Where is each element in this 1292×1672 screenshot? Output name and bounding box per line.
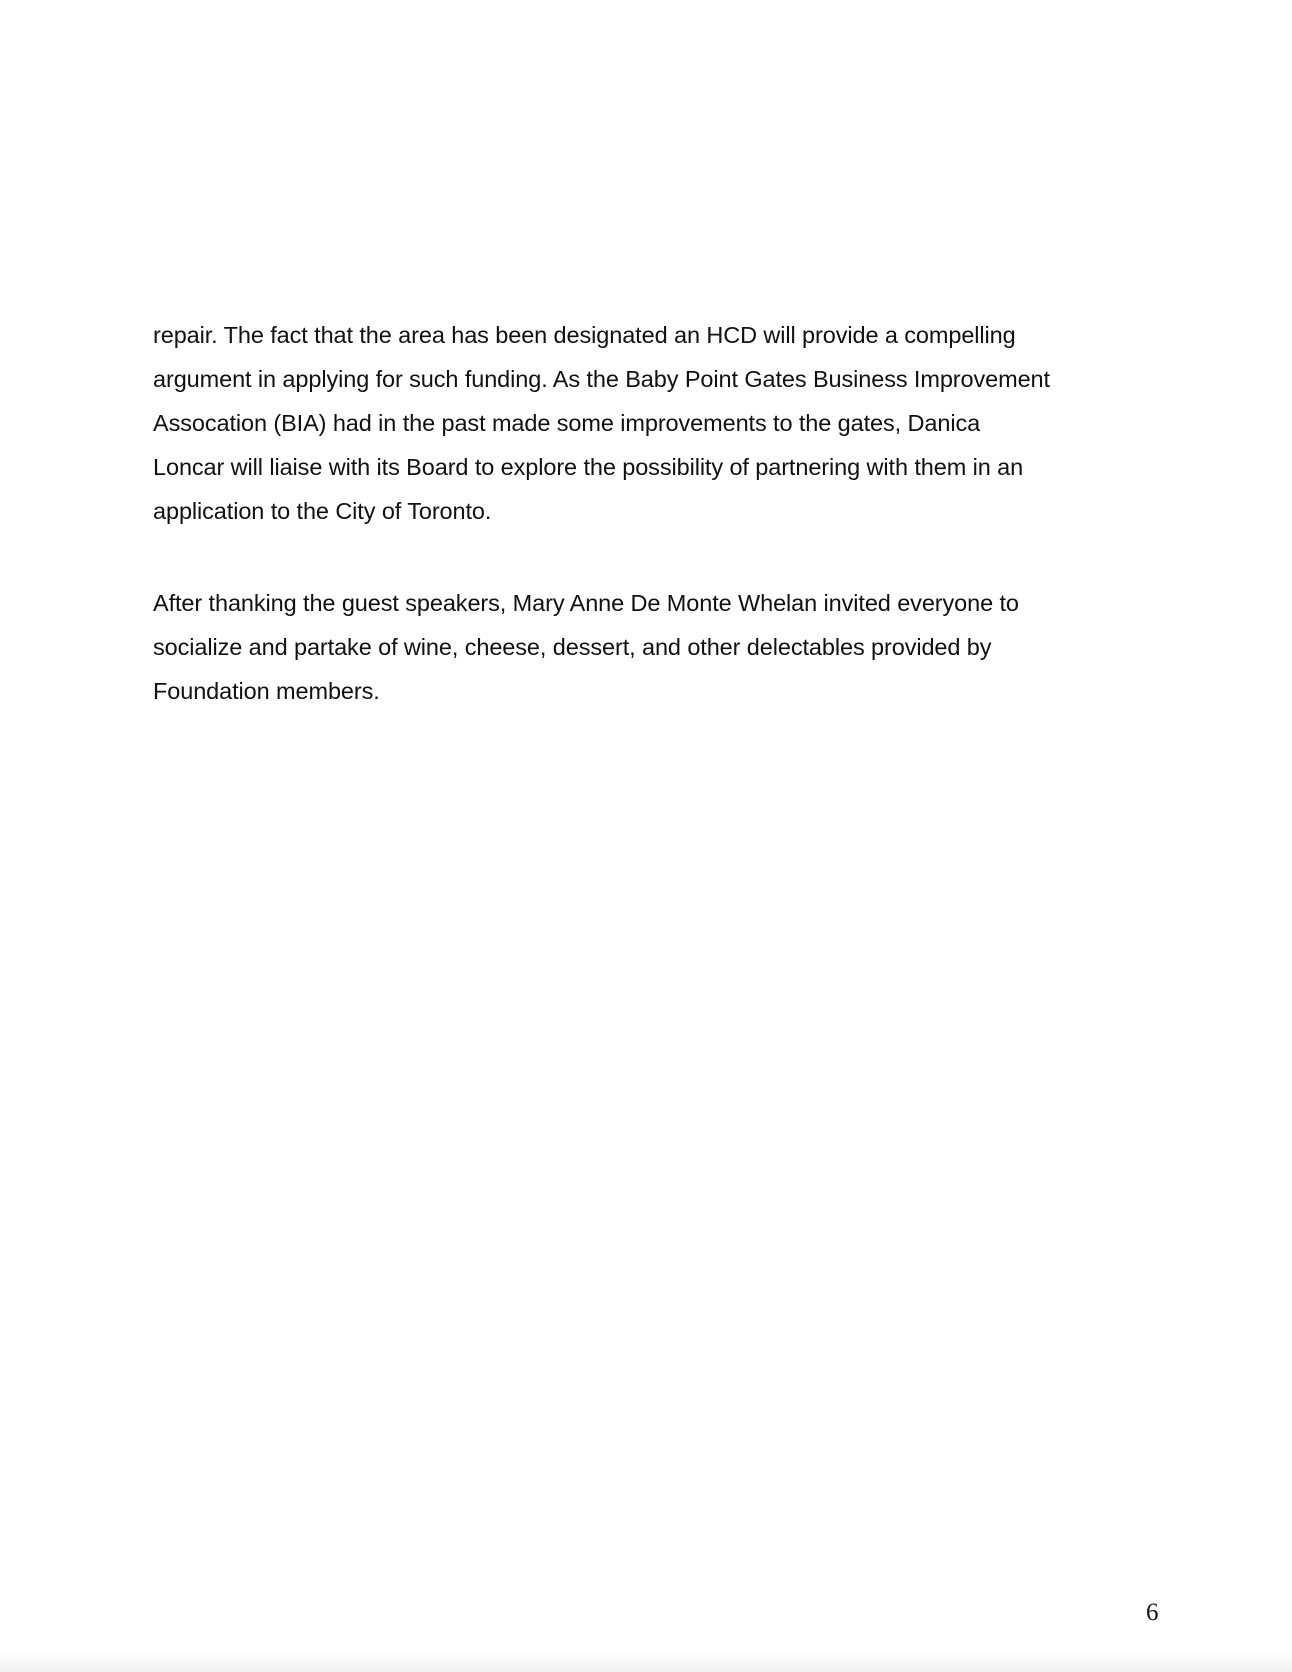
paragraph-line: Assocation (BIA) had in the past made some improvements to the gates, Danica bbox=[153, 410, 981, 436]
paragraph-line: application to the City of Toronto. bbox=[153, 498, 492, 524]
paragraph-line: Loncar will liaise with its Board to explore the possibility of partnering with them in an bbox=[153, 454, 1024, 480]
body-text bbox=[153, 313, 1143, 713]
paragraph-line: socialize and partake of wine, cheese, dessert, and other delectables provided by bbox=[153, 634, 992, 660]
paragraph-line: repair. The fact that the area has been designated an HCD will provide a compelling bbox=[153, 322, 1016, 348]
paragraph-line: Foundation members. bbox=[153, 678, 380, 704]
paragraph-line: argument in applying for such funding. As the Baby Point Gates Business Improvement bbox=[153, 366, 1050, 392]
paragraph-line: After thanking the guest speakers, Mary Anne De Monte Whelan invited everyone to bbox=[153, 590, 1019, 616]
paragraph-funding bbox=[153, 313, 1143, 533]
page-bottom-edge bbox=[0, 1650, 1292, 1672]
paragraph-closing bbox=[153, 581, 1143, 713]
page-number: 6 bbox=[1146, 1599, 1159, 1626]
